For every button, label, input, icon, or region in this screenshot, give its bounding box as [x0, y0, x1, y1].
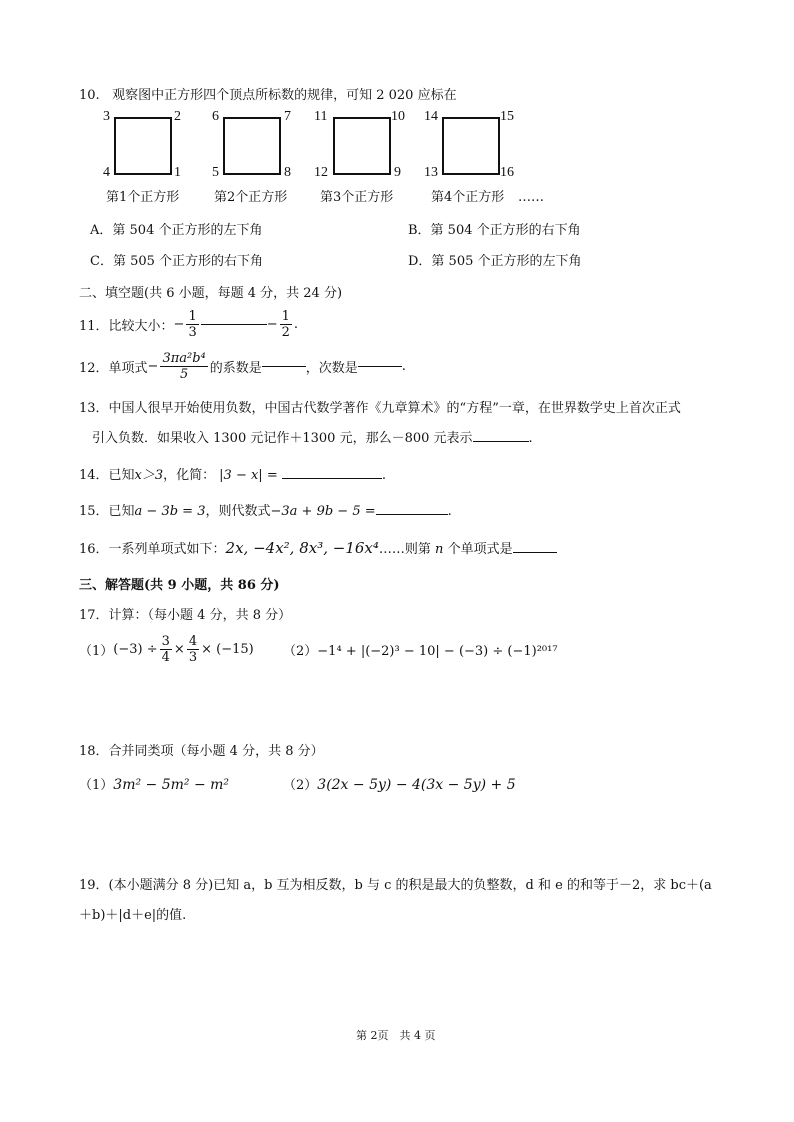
- q12-numerator: 3πa²b⁴: [162, 351, 206, 366]
- q14-answer-blank: [282, 478, 382, 479]
- q10-stem: [79, 84, 457, 103]
- square-2-bottom-right: 8: [284, 165, 291, 180]
- q11-end: .: [293, 317, 299, 332]
- q15-end: .: [447, 504, 452, 519]
- q17-title: 17．计算：（每小题 4 分，共 8 分）: [79, 608, 292, 623]
- square-1: [114, 117, 172, 175]
- q17-fraction-2: [187, 634, 199, 665]
- q17-part-1-start: (−3) ÷: [113, 642, 158, 657]
- q11-fraction-2-numerator: 1: [281, 309, 290, 324]
- q13-end: .: [528, 431, 533, 446]
- q17-part-1: [79, 634, 254, 665]
- q13-line-2: [92, 427, 533, 446]
- square-1-caption: 第1个正方形: [106, 190, 180, 205]
- q12-coefficient-label: 的系数是: [209, 361, 262, 376]
- q13-line-2-text: 引入负数．如果收入 1300 元记作＋1300 元，那么－800 元表示: [92, 431, 473, 446]
- square-4-caption: 第4个正方形: [431, 190, 505, 205]
- q15-condition: a − 3b = 3: [134, 504, 206, 519]
- square-4-top-left: 14: [424, 109, 438, 124]
- q18-part-2-label: （2）: [283, 778, 318, 793]
- square-3-bottom-right: 9: [394, 165, 401, 180]
- q12-fraction: [160, 351, 207, 382]
- square-4: [442, 117, 500, 175]
- q10-option-c: C．第 505 个正方形的右下角: [90, 254, 264, 269]
- q16-mid: ……则第: [378, 542, 431, 557]
- q13-answer-blank: [473, 441, 529, 442]
- square-1-top-right: 2: [174, 109, 181, 124]
- square-1-top-left: 3: [103, 109, 110, 124]
- q11: [79, 309, 298, 340]
- q18-part-1-expression: 3m² − 5m² − m²: [113, 777, 230, 793]
- q17-part-2: [283, 640, 558, 659]
- q12: [79, 351, 406, 382]
- square-2-bottom-left: 5: [212, 165, 219, 180]
- q12-coefficient-blank: [262, 366, 306, 367]
- square-2-top-right: 7: [284, 109, 291, 124]
- q18-part-1: [79, 774, 229, 793]
- square-4-bottom-left: 13: [424, 165, 438, 180]
- q12-denominator: 5: [179, 367, 189, 382]
- q11-fraction-1: [186, 309, 198, 340]
- q17-fraction-2-numerator: 4: [188, 634, 198, 649]
- square-3-top-left: 11: [314, 109, 328, 124]
- q17-fraction-1: [160, 634, 172, 665]
- q15-mid: ，则代数式: [205, 504, 271, 519]
- q14: [79, 464, 386, 483]
- square-2-caption: 第2个正方形: [214, 190, 288, 205]
- square-3-bottom-left: 12: [314, 165, 328, 180]
- q19-line-1: 19．(本小题满分 8 分)已知 a，b 互为相反数，b 与 c 的积是最大的负整数，d 和 e 的和等于－2，求 bc＋(a: [79, 878, 712, 893]
- q12-sign: −: [147, 359, 159, 374]
- q14-expression: |3 − x| =: [219, 468, 278, 483]
- q10-ellipsis: ……: [518, 190, 544, 205]
- square-1-bottom-right: 1: [174, 165, 181, 180]
- square-2: [223, 117, 281, 175]
- q11-fraction-1-denominator: 3: [188, 325, 197, 340]
- q17-part-2-label: （2）: [283, 644, 318, 659]
- q10-option-b: B．第 504 个正方形的右下角: [408, 223, 581, 238]
- q17-part-2-expression: −1⁴ + |(−2)³ − 10| − (−3) ÷ (−1)²⁰¹⁷: [317, 644, 558, 659]
- q18-part-1-label: （1）: [79, 778, 114, 793]
- page-footer: 第 2页 共 4 页: [356, 1029, 436, 1042]
- q15-expression: −3a + 9b − 5 =: [270, 504, 376, 519]
- q16-answer-blank: [513, 552, 557, 553]
- square-4-bottom-right: 16: [500, 165, 514, 180]
- q13-line-1: 13．中国人很早开始使用负数，中国古代数学著作《九章算术》的“方程”一章，在世界数学史上首次正式: [79, 401, 681, 416]
- square-3: [333, 117, 391, 175]
- square-4-top-right: 15: [500, 109, 514, 124]
- q11-fraction-2: [280, 309, 292, 340]
- q10-option-a: A．第 504 个正方形的左下角: [90, 223, 263, 238]
- q15-prefix: 15．已知: [79, 504, 135, 519]
- q16-sequence: 2x, −4x², 8x³, −16x⁴: [225, 539, 379, 557]
- section-3-heading: 三、解答题(共 9 小题，共 86 分): [79, 578, 280, 593]
- q16-suffix: 个单项式是: [447, 542, 513, 557]
- q18-title: 18．合并同类项（每小题 4 分，共 8 分）: [79, 744, 324, 759]
- q12-degree-blank: [358, 366, 402, 367]
- q11-fraction-1-numerator: 1: [188, 309, 197, 324]
- q15: [79, 500, 452, 519]
- q10-text: 观察图中正方形四个顶点所标数的规律，可知 2 020 应标在: [112, 88, 457, 103]
- q11-sign-1: −: [173, 317, 185, 332]
- q12-degree-label: ，次数是: [305, 361, 358, 376]
- q14-prefix: 14．已知: [79, 468, 135, 483]
- q11-fraction-2-denominator: 2: [281, 325, 290, 340]
- q14-mid: ，化简：: [163, 468, 216, 483]
- square-3-caption: 第3个正方形: [320, 190, 394, 205]
- q10-number: 10.: [79, 88, 100, 103]
- q11-prefix: 11．比较大小：: [79, 319, 174, 334]
- q16-n: n: [435, 542, 444, 557]
- square-2-top-left: 6: [212, 109, 219, 124]
- square-3-top-right: 10: [391, 109, 405, 124]
- q14-end: .: [381, 468, 386, 483]
- q14-condition: x＞3: [134, 468, 164, 483]
- q16: [79, 538, 557, 557]
- q17-fraction-1-denominator: 4: [161, 650, 170, 665]
- section-2-heading: 二、填空题(共 6 小题，每题 4 分，共 24 分): [79, 286, 343, 301]
- q16-prefix: 16．一系列单项式如下：: [79, 542, 226, 557]
- q15-answer-blank: [376, 514, 448, 515]
- q17-part-1-times: ×: [173, 642, 185, 657]
- q17-fraction-2-denominator: 3: [188, 650, 198, 665]
- q11-answer-blank: [201, 324, 267, 325]
- q12-prefix: 12．单项式: [79, 361, 148, 376]
- q17-fraction-1-numerator: 3: [161, 634, 170, 649]
- q12-end: .: [401, 359, 406, 374]
- q18-part-2-expression: 3(2x − 5y) − 4(3x − 5y) + 5: [317, 777, 516, 793]
- square-1-bottom-left: 4: [103, 165, 110, 180]
- q10-option-d: D．第 505 个正方形的左下角: [408, 254, 582, 269]
- q11-sign-2: −: [266, 317, 278, 332]
- q17-part-1-end: × (−15): [201, 642, 254, 657]
- q18-part-2: [283, 774, 516, 793]
- q17-part-1-label: （1）: [79, 644, 114, 659]
- q19-line-2: ＋b)＋|d＋e|的值.: [79, 908, 187, 923]
